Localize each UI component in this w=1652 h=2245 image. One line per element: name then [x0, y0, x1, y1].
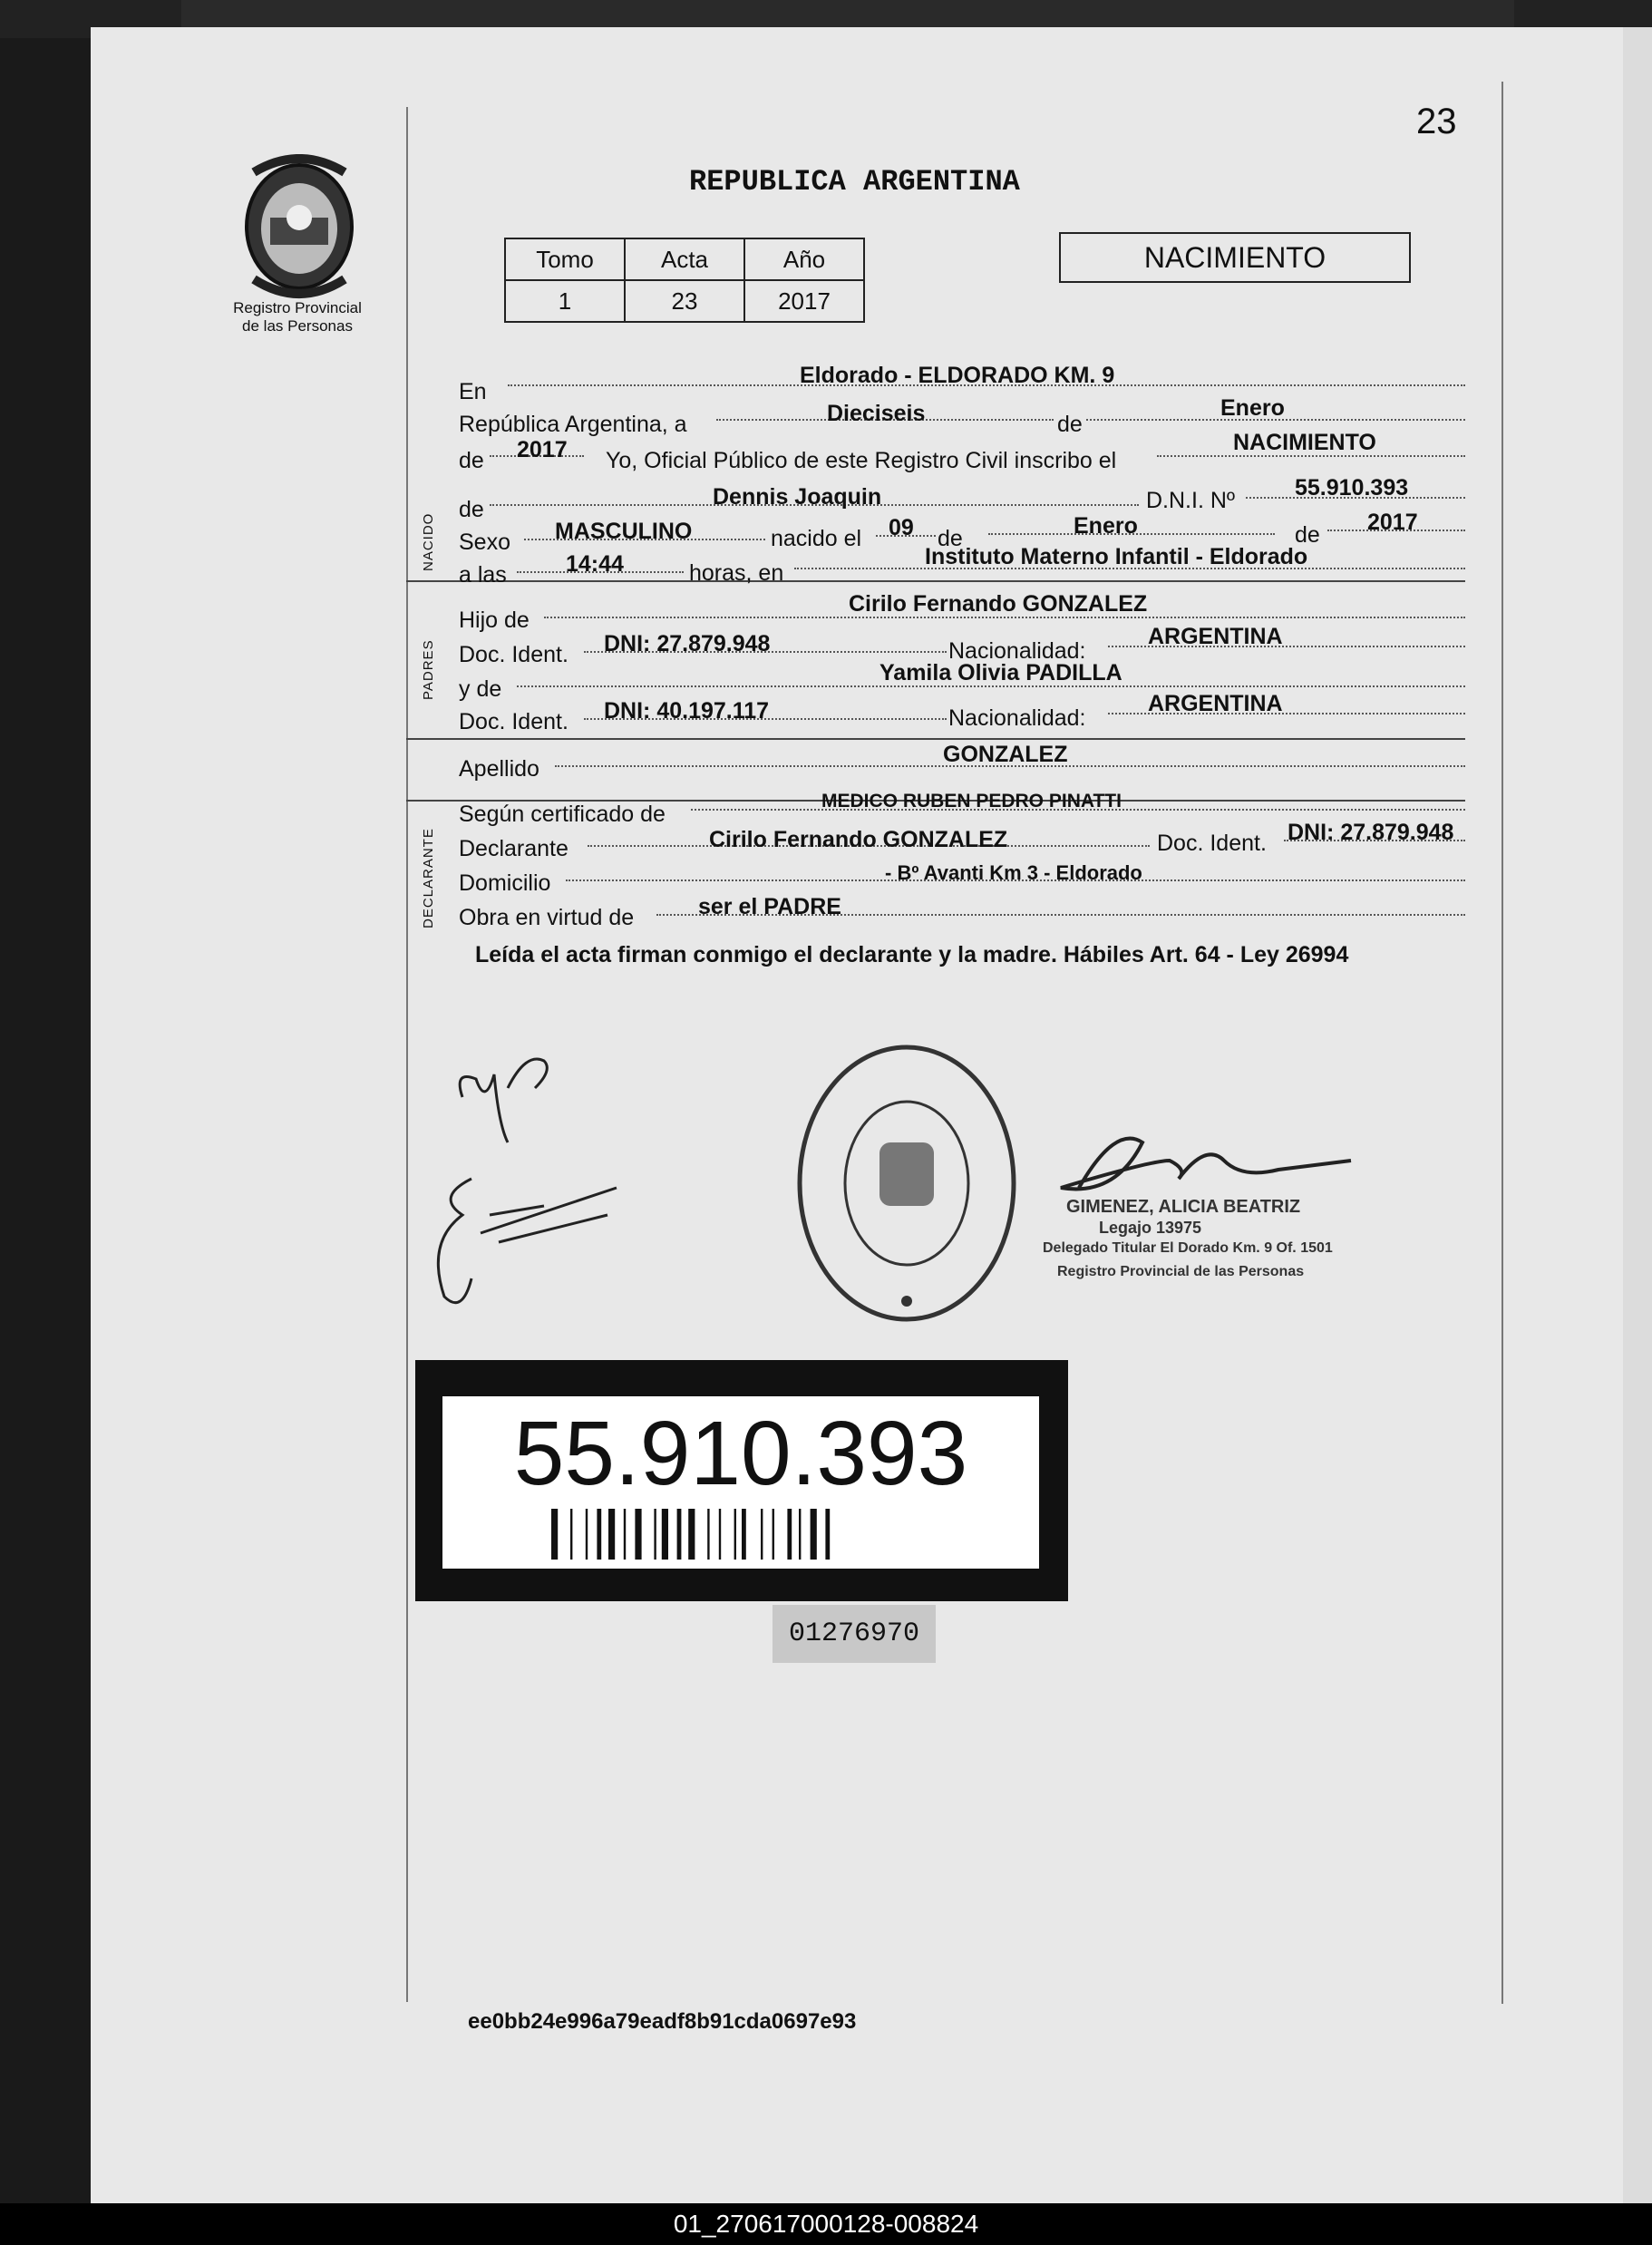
padre-value: Cirilo Fernando GONZALEZ — [849, 591, 1148, 617]
registry-label-line-1: Registro Provincial — [233, 299, 362, 316]
nacido-label: nacido el — [771, 526, 862, 551]
declarante-value: Cirilo Fernando GONZALEZ — [709, 827, 1008, 852]
acta-header: Acta — [625, 238, 744, 280]
registry-label-line-2: de las Personas — [242, 317, 353, 335]
anio-header: Año — [744, 238, 864, 280]
nombre-value: Dennis Joaquin — [713, 484, 882, 510]
declarante-doc-label: Doc. Ident. — [1157, 831, 1267, 856]
de-label-3: de — [459, 497, 484, 522]
page-number: 23 — [1416, 102, 1457, 141]
hora-value: 14:44 — [566, 551, 624, 577]
madre-nac-value: ARGENTINA — [1148, 691, 1283, 716]
official-seal-icon — [789, 1034, 1025, 1333]
madre-value: Yamila Olivia PADILLA — [879, 660, 1122, 685]
madre-nac-label: Nacionalidad: — [948, 705, 1086, 731]
official-registro: Registro Provincial de las Personas — [1057, 1264, 1305, 1279]
document-hash: ee0bb24e996a79eadf8b91cda0697e93 — [468, 2009, 857, 2034]
en-value: Eldorado - ELDORADO KM. 9 — [800, 363, 1115, 388]
inscribo-label: Yo, Oficial Público de este Registro Civil inscribo el — [606, 448, 1117, 473]
de-label-4: de — [938, 526, 963, 551]
nac-mes-value: Enero — [1074, 513, 1138, 539]
madre-doc-value: DNI: 40.197.117 — [604, 698, 770, 724]
de-label-1: de — [1057, 412, 1083, 437]
official-name: GIMENEZ, ALICIA BEATRIZ — [1066, 1197, 1301, 1217]
declarante-doc-value: DNI: 27.879.948 — [1288, 820, 1454, 845]
footer-id: 01_270617000128-008824 — [0, 2203, 1652, 2245]
sexo-value: MASCULINO — [555, 519, 693, 544]
registry-label — [198, 299, 397, 335]
padre-nac-label: Nacionalidad: — [948, 638, 1086, 664]
padre-doc-label: Doc. Ident. — [459, 642, 568, 667]
acta-value: 23 — [625, 280, 744, 322]
lugar-value: Instituto Materno Infantil - Eldorado — [925, 544, 1308, 569]
obra-value: ser el PADRE — [698, 894, 841, 919]
tomo-header: Tomo — [505, 238, 625, 280]
document-title: REPUBLICA ARGENTINA — [689, 165, 1020, 199]
horas-en-label: horas, en — [689, 560, 784, 586]
section-nacido: NACIDO — [421, 512, 436, 571]
separator-1 — [406, 580, 1465, 582]
section-declarante: DECLARANTE — [421, 828, 436, 928]
dia-value: Dieciseis — [827, 401, 926, 426]
official-cargo: Delegado Titular El Dorado Km. 9 Of. 1501 — [1043, 1240, 1333, 1256]
nac-dia-value: 09 — [889, 515, 914, 540]
obra-label: Obra en virtud de — [459, 905, 635, 930]
dni-value: 55.910.393 — [1295, 475, 1409, 501]
certificado-label: Según certificado de — [459, 802, 666, 827]
tomo-value: 1 — [505, 280, 625, 322]
barcode-label — [415, 1360, 1068, 1601]
mes-value: Enero — [1220, 395, 1285, 421]
section-padres: PADRES — [421, 639, 436, 700]
record-type-box: NACIMIENTO — [1059, 232, 1411, 283]
separator-2 — [406, 738, 1465, 740]
serial-sticker: 01276970 — [773, 1605, 936, 1663]
barcode-number: 55.910.393 — [513, 1403, 968, 1504]
padre-nac-value: ARGENTINA — [1148, 624, 1283, 649]
book-reference-table — [504, 238, 865, 323]
barcode-bars-icon — [551, 1509, 932, 1560]
apellido-label: Apellido — [459, 756, 539, 782]
de-label-5: de — [1295, 522, 1320, 548]
domicilio-label: Domicilio — [459, 870, 551, 896]
domicilio-value: - Bº Avanti Km 3 - Eldorado — [885, 861, 1142, 884]
en-label: En — [459, 379, 487, 404]
closing-text: Leída el acta firman conmigo el declarante y la madre. Hábiles Art. 64 - Ley 26994 — [475, 942, 1349, 967]
hijo-label: Hijo de — [459, 607, 530, 633]
padre-doc-value: DNI: 27.879.948 — [604, 631, 771, 656]
barcode-white-area — [442, 1396, 1039, 1569]
declarante-label: Declarante — [459, 836, 568, 861]
left-frame-line — [406, 107, 408, 2002]
dni-label: D.N.I. Nº — [1146, 488, 1236, 513]
apellido-value: GONZALEZ — [943, 742, 1068, 767]
certificado-value: MEDICO RUBEN PEDRO PINATTI — [821, 791, 1122, 812]
y-de-label: y de — [459, 676, 502, 702]
de-label-2: de — [459, 448, 484, 473]
inscribo-value: NACIMIENTO — [1233, 430, 1376, 455]
official-legajo: Legajo 13975 — [1099, 1219, 1202, 1237]
declarant-signature-icon — [444, 1034, 571, 1152]
underlying-sheet-edge — [1623, 27, 1652, 2203]
madre-doc-label: Doc. Ident. — [459, 709, 568, 734]
republica-label: República Argentina, a — [459, 412, 687, 437]
nac-anio-value: 2017 — [1367, 510, 1418, 535]
year-value: 2017 — [517, 437, 568, 462]
right-frame-line — [1501, 82, 1503, 2004]
a-las-label: a las — [459, 562, 507, 588]
anio-value: 2017 — [744, 280, 864, 322]
sexo-label: Sexo — [459, 530, 510, 555]
mother-signature-icon — [417, 1161, 635, 1324]
